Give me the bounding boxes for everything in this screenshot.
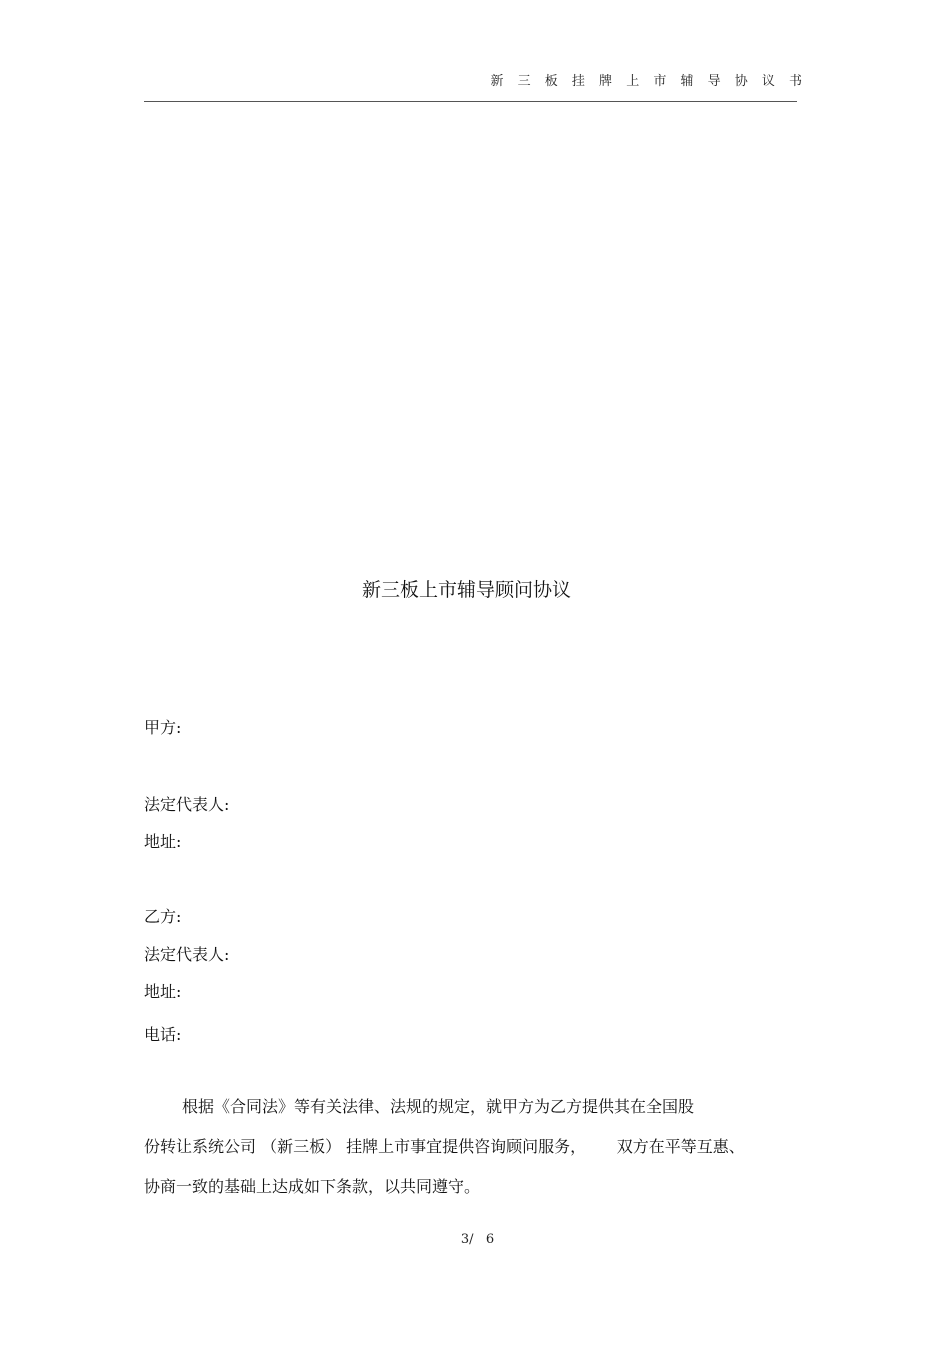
party-b-phone-label: 电话: [144, 1025, 182, 1044]
document-title: 新三板上市辅导顾问协议 [361, 579, 571, 601]
running-header: 新 三 板 挂 牌 上 市 辅 导 协 议 书 [490, 74, 807, 89]
header-divider [144, 101, 797, 102]
preamble-line: 份转让系统公司 （新三板） 挂牌上市事宜提供咨询顾问服务， 双方在平等互惠、 [144, 1137, 745, 1156]
party-b-label: 乙方: [144, 907, 182, 926]
party-a-representative-label: 法定代表人: [144, 795, 230, 814]
party-a-label: 甲方: [144, 718, 182, 737]
page-number: 3/ 6 [460, 1232, 495, 1247]
preamble-line: 协商一致的基础上达成如下条款，以共同遵守。 [144, 1177, 481, 1196]
party-b-representative-label: 法定代表人: [144, 945, 230, 964]
preamble-line: 根据《合同法》等有关法律、法规的规定，就甲方为乙方提供其在全国股 [182, 1097, 695, 1116]
party-a-address-label: 地址: [144, 832, 182, 851]
party-b-address-label: 地址: [144, 982, 182, 1001]
